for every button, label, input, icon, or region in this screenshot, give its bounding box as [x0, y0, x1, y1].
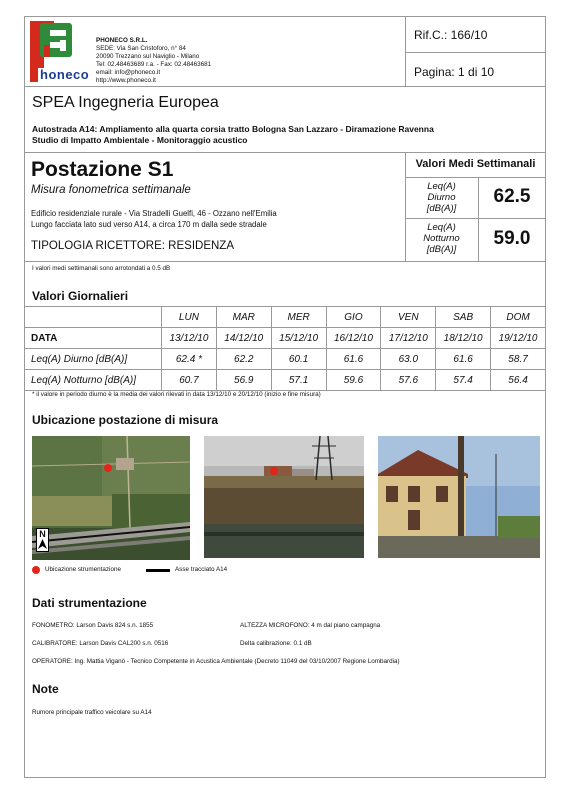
label-line: Leq(A)	[427, 222, 456, 233]
daily-title: Valori Giornalieri	[32, 289, 129, 303]
value-cell: 60.1	[271, 349, 326, 370]
instrument-marker	[270, 467, 278, 475]
daily-values-table	[24, 306, 546, 391]
project-info	[32, 124, 434, 146]
date-cell: 15/12/10	[271, 328, 326, 349]
value-cell: 61.6	[436, 349, 491, 370]
value-cell: 63.0	[381, 349, 436, 370]
value-cell: 56.9	[216, 370, 271, 391]
legend-road-label: Asse tracciato A14	[175, 566, 228, 573]
table-row	[25, 328, 546, 349]
value-cell: 60.7	[162, 370, 217, 391]
station-title: Postazione S1	[31, 158, 174, 181]
value-cell: 57.1	[271, 370, 326, 391]
receptor-typology: TIPOLOGIA RICETTORE: RESIDENZA	[31, 240, 234, 252]
station-position: Lungo facciata lato sud verso A14, a circa 170 m dalla sede stradale	[31, 220, 267, 229]
label-line: [dB(A)]	[426, 244, 457, 255]
weekly-day-value: 62.5	[493, 186, 531, 207]
day-header: LUN	[162, 307, 217, 328]
divider	[405, 177, 546, 178]
legend-instrument-marker	[32, 566, 40, 574]
divider	[405, 16, 406, 86]
mic-height: ALTEZZA MICROFONO: 4 m dal piano campagna	[240, 622, 381, 629]
value-cell: 58.7	[491, 349, 546, 370]
divider	[405, 218, 546, 219]
value-cell: 56.4	[491, 370, 546, 391]
legend-road-line	[146, 569, 170, 572]
building-photo	[378, 436, 540, 558]
operator: OPERATORE: Ing. Mattia Viganò - Tecnico Competente in Acustica Ambientale (Decreto 11049 del 03/10/2007 Regione Lombardia)	[32, 658, 400, 665]
location-title: Ubicazione postazione di misura	[32, 413, 219, 427]
daily-footnote: * il valore in periodo diurno è la media dei valori rilevati in data 13/12/10 e 20/12/10 (inizio e fine misura)	[32, 391, 321, 398]
station-description	[31, 208, 277, 230]
table-row	[25, 307, 546, 328]
weekly-day-label	[405, 181, 478, 214]
weekly-night-value: 59.0	[493, 228, 531, 249]
date-cell: 19/12/10	[491, 328, 546, 349]
company-phone: Tel: 02.48463689 r.a. - Fax: 02.48463681	[96, 61, 212, 68]
company-city: 20090 Trezzano sul Naviglio - Milano	[96, 53, 200, 60]
day-header: DOM	[491, 307, 546, 328]
logo-text: honeco	[40, 67, 90, 82]
divider	[24, 261, 546, 262]
legend-instrument-label: Ubicazione strumentazione	[45, 566, 121, 573]
weekly-night-label	[405, 222, 478, 255]
row-label: Leq(A) Notturno [dB(A)]	[25, 370, 162, 391]
label-line: Diurno	[427, 192, 456, 203]
station-subtitle: Misura fonometrica settimanale	[31, 184, 191, 196]
row-label: DATA	[25, 328, 162, 349]
ref-code: Rif.C.: 166/10	[414, 28, 488, 42]
project-line-1: Autostrada A14: Ampliamento alla quarta corsia tratto Bologna San Lazzaro - Diramazione Ravenna	[32, 124, 434, 134]
north-letter: N	[39, 529, 46, 539]
table-cell	[25, 307, 162, 328]
day-header: MAR	[216, 307, 271, 328]
label-line: Leq(A)	[427, 181, 456, 192]
value-cell: 57.6	[381, 370, 436, 391]
company-name: PHONECO S.R.L.	[96, 37, 148, 44]
instruments-title: Dati strumentazione	[32, 596, 147, 610]
date-cell: 18/12/10	[436, 328, 491, 349]
value-cell: 61.6	[326, 349, 381, 370]
client-title: SPEA Ingegneria Europea	[32, 94, 219, 111]
day-header: SAB	[436, 307, 491, 328]
calibration-delta: Delta calibrazione: 0.1 dB	[240, 640, 312, 647]
calibrator: CALIBRATORE: Larson Davis CAL200 s.n. 0516	[32, 640, 169, 647]
company-logo	[30, 21, 88, 83]
page-number: Pagina: 1 di 10	[414, 65, 495, 79]
day-header: VEN	[381, 307, 436, 328]
phonometer: FONOMETRO: Larson Davis 824 s.n. 1855	[32, 622, 154, 629]
date-cell: 17/12/10	[381, 328, 436, 349]
day-header: GIO	[326, 307, 381, 328]
aerial-map-image	[32, 436, 190, 560]
company-website: http://www.phoneco.it	[96, 77, 156, 84]
label-line: [dB(A)]	[426, 203, 457, 214]
label-line: Notturno	[423, 233, 460, 244]
divider	[24, 152, 546, 153]
row-label: Leq(A) Diurno [dB(A)]	[25, 349, 162, 370]
notes-text: Rumore principale traffico veicolare su A14	[32, 709, 152, 716]
table-row	[25, 370, 546, 391]
divider	[24, 86, 546, 87]
value-cell: 62.4 *	[162, 349, 217, 370]
project-line-2: Studio di Impatto Ambientale - Monitoraggio acustico	[32, 135, 248, 145]
notes-title: Note	[32, 682, 59, 696]
rounding-note: I valori medi settimanali sono arrotondati a 0.5 dB	[32, 265, 171, 272]
field-photo	[204, 436, 364, 558]
date-cell: 16/12/10	[326, 328, 381, 349]
company-email: email: info@phoneco.it	[96, 69, 161, 76]
day-header: MER	[271, 307, 326, 328]
company-address: SEDE: Via San Cristoforo, n° 84	[96, 45, 186, 52]
date-cell: 14/12/10	[216, 328, 271, 349]
value-cell: 59.6	[326, 370, 381, 391]
table-row	[25, 349, 546, 370]
date-cell: 13/12/10	[162, 328, 217, 349]
instrument-marker	[104, 464, 112, 472]
weekly-header: Valori Medi Settimanali	[415, 158, 536, 170]
value-cell: 62.2	[216, 349, 271, 370]
value-cell: 57.4	[436, 370, 491, 391]
north-arrow-icon	[36, 528, 49, 552]
company-info	[96, 37, 211, 85]
divider	[405, 52, 546, 53]
station-address: Edificio residenziale rurale - Via Stradelli Guelfi, 46 - Ozzano nell'Emilia	[31, 209, 277, 218]
